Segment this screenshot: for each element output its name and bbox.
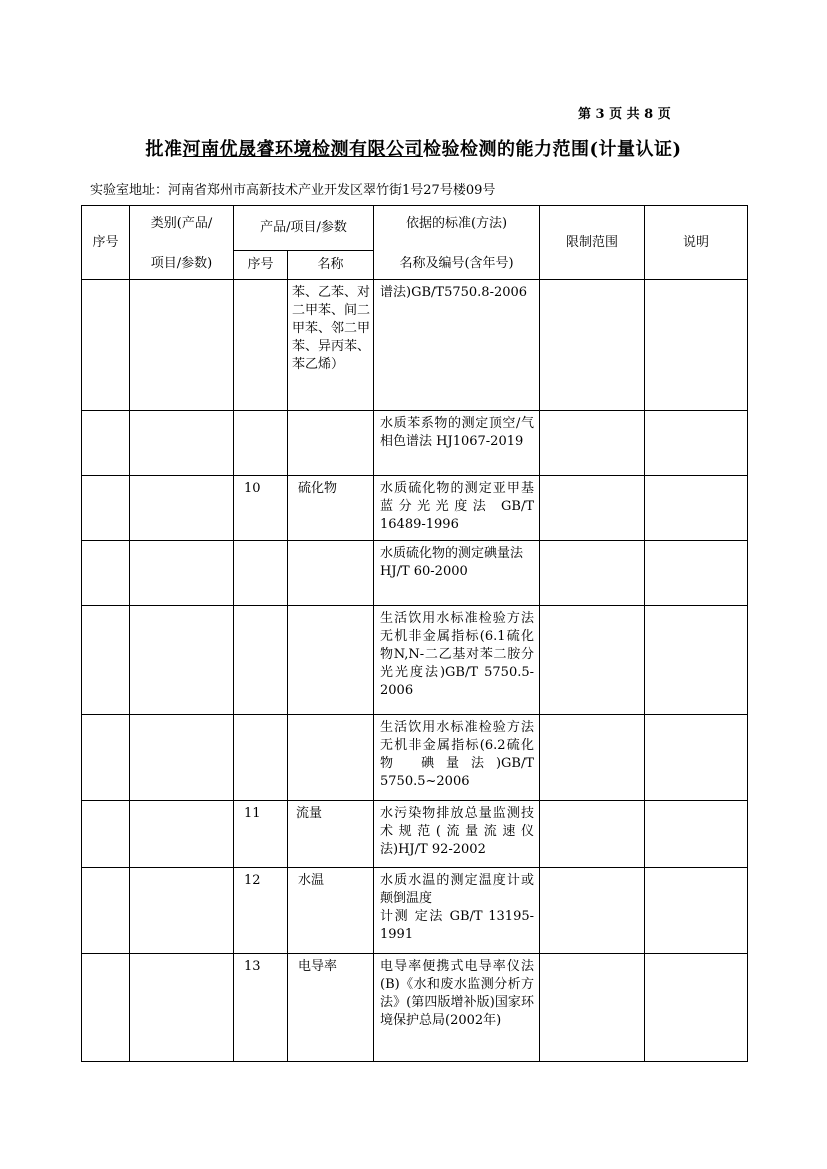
row-standard-code: 计测 定法 GB/T 13195-1991 (380, 909, 535, 942)
row-standard: 生活饮用水标准检验方法 无机非金属指标(6.1硫化物N,N-二乙基对苯二胺分光光度法)GB/T 5750.5-2006 (380, 611, 535, 698)
row-note-cell (645, 411, 748, 476)
row-seq-cell (82, 954, 130, 1062)
row-name-cell (288, 476, 374, 541)
row-seq-cell (82, 606, 130, 715)
row-name (288, 715, 373, 721)
row-sub-seq: 10 (244, 481, 261, 496)
table-row (82, 606, 748, 715)
row-standard-cell (374, 411, 540, 476)
row-sub-seq (234, 280, 287, 286)
row-note-cell (645, 476, 748, 541)
table-row (82, 280, 748, 411)
table-row (82, 954, 748, 1062)
row-category-cell (130, 541, 234, 606)
row-sub-seq (234, 606, 287, 612)
row-category-cell (130, 606, 234, 715)
row-standard-cell (374, 476, 540, 541)
row-standard-code: HJ/T 60-2000 (380, 564, 468, 579)
table-row (82, 476, 748, 541)
row-note-cell (645, 280, 748, 411)
row-name-cell (288, 715, 374, 801)
row-name-cell (288, 280, 374, 411)
row-name: 苯、乙苯、对二甲苯、间二甲苯、邻二甲苯、异丙苯、苯乙烯） (292, 285, 371, 372)
row-note-cell (645, 954, 748, 1062)
table-row (82, 541, 748, 606)
row-sub-seq-cell (234, 606, 288, 715)
row-limit-cell (540, 280, 645, 411)
row-standard-cell (374, 280, 540, 411)
page-title (0, 135, 827, 161)
header-seq: 序号 (82, 206, 130, 280)
row-note-cell (645, 606, 748, 715)
row-category-cell (130, 954, 234, 1062)
row-sub-seq: 13 (244, 959, 261, 974)
header-category-line1: 类别(产品/ (150, 216, 213, 231)
row-name-cell (288, 606, 374, 715)
header-standard-line2: 名称及编号(含年号) (399, 256, 514, 271)
row-seq-cell (82, 868, 130, 954)
row-sub-seq-cell (234, 280, 288, 411)
row-limit-cell (540, 715, 645, 801)
row-seq-cell (82, 541, 130, 606)
row-name: 流量 (296, 806, 323, 821)
row-name-cell (288, 868, 374, 954)
header-sub-seq: 序号 (234, 251, 288, 280)
row-seq-cell (82, 801, 130, 868)
row-standard-cell (374, 541, 540, 606)
row-sub-seq-cell (234, 801, 288, 868)
row-sub-seq-cell (234, 476, 288, 541)
row-standard-cell (374, 954, 540, 1062)
row-standard: 生活饮用水标准检验方法 无机非金属指标(6.2硫化物 碘量法)GB/T 5750.5~2006 (380, 720, 535, 789)
header-category (130, 206, 234, 280)
row-seq-cell (82, 280, 130, 411)
row-category-cell (130, 476, 234, 541)
row-seq-cell (82, 411, 130, 476)
row-standard (374, 541, 539, 583)
page-number: 第 3 页 共 8 页 (578, 107, 671, 122)
row-name: 电导率 (298, 959, 338, 974)
row-name: 硫化物 (298, 481, 338, 496)
row-limit-cell (540, 411, 645, 476)
row-standard-cell (374, 606, 540, 715)
row-category-cell (130, 411, 234, 476)
row-standard (374, 868, 539, 946)
header-standard-line1: 依据的标准(方法) (405, 216, 508, 231)
capability-table (81, 205, 748, 1062)
row-category-cell (130, 280, 234, 411)
row-sub-seq: 12 (244, 873, 261, 888)
table-row (82, 411, 748, 476)
row-note-cell (645, 715, 748, 801)
title-suffix: 检验检测的能力范围(计量认证) (422, 139, 682, 160)
header-row-1 (82, 206, 748, 251)
header-note: 说明 (645, 206, 748, 280)
row-limit-cell (540, 476, 645, 541)
row-standard-cell (374, 801, 540, 868)
row-limit-cell (540, 606, 645, 715)
row-sub-seq: 11 (244, 806, 261, 821)
row-standard: 水污染物排放总量监测技术规范(流量流速仪法)HJ/T 92-2002 (380, 806, 535, 857)
row-name-cell (288, 954, 374, 1062)
row-name: 水温 (298, 873, 325, 888)
row-sub-seq (234, 411, 287, 417)
header-name: 名称 (288, 251, 374, 280)
row-sub-seq (234, 715, 287, 721)
row-seq-cell (82, 476, 130, 541)
header-limit: 限制范围 (540, 206, 645, 280)
row-name-cell (288, 411, 374, 476)
header-product-group: 产品/项目/参数 (234, 206, 374, 251)
header-standard (374, 206, 540, 280)
row-limit-cell (540, 868, 645, 954)
row-standard-cell (374, 715, 540, 801)
title-company: 河南优晟睿环境检测有限公司 (182, 139, 423, 160)
row-seq-cell (82, 715, 130, 801)
row-standard-text: 水质硫化物的测定碘量法 (380, 546, 524, 561)
row-sub-seq-cell (234, 868, 288, 954)
row-limit-cell (540, 541, 645, 606)
table-row (82, 868, 748, 954)
row-standard: 谱法)GB/T5750.8-2006 (380, 285, 528, 300)
row-note-cell (645, 541, 748, 606)
row-limit-cell (540, 954, 645, 1062)
row-note-cell (645, 868, 748, 954)
row-name-cell (288, 801, 374, 868)
row-name (288, 541, 373, 547)
row-name (288, 411, 373, 417)
row-category-cell (130, 801, 234, 868)
row-sub-seq-cell (234, 411, 288, 476)
row-note-cell (645, 801, 748, 868)
row-sub-seq-cell (234, 954, 288, 1062)
row-limit-cell (540, 801, 645, 868)
table-row (82, 715, 748, 801)
row-name (288, 606, 373, 612)
row-standard-cell (374, 868, 540, 954)
row-standard-text: 水质水温的测定温度计或颠倒温度 (380, 873, 535, 906)
row-sub-seq-cell (234, 541, 288, 606)
table-row (82, 801, 748, 868)
row-name-cell (288, 541, 374, 606)
row-standard: 水质苯系物的测定顶空/气相色谱法 HJ1067-2019 (380, 416, 535, 449)
row-standard: 电导率便携式电导率仪法(B)《水和废水监测分析方法》(第四版增补版)国家环境保护总局(2002年) (380, 959, 535, 1028)
row-sub-seq (234, 541, 287, 547)
row-standard: 水质硫化物的测定亚甲基蓝分光光度法 GB/T 16489-1996 (380, 481, 535, 532)
lab-address: 实验室地址：河南省郑州市高新技术产业开发区翠竹街1号27号楼09号 (90, 183, 496, 198)
row-category-cell (130, 715, 234, 801)
header-category-line2: 项目/参数) (150, 256, 213, 271)
title-prefix: 批准 (145, 139, 183, 160)
row-sub-seq-cell (234, 715, 288, 801)
row-category-cell (130, 868, 234, 954)
